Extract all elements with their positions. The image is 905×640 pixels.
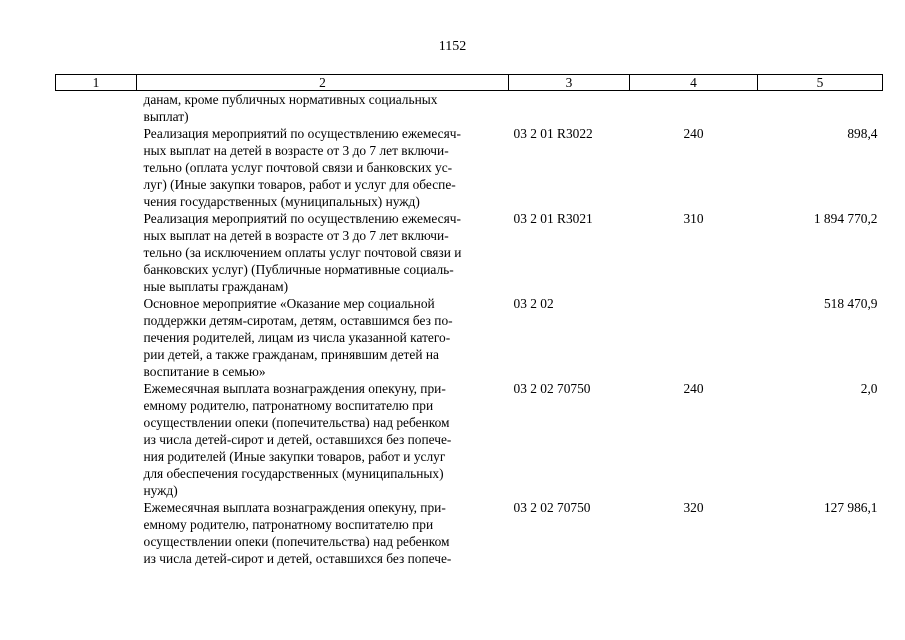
amount-cell: 898,4 — [847, 126, 878, 141]
expense-type-cell — [630, 91, 758, 126]
description-line: тельно (за исключением оплаты услуг почтовой связи и — [143, 245, 462, 260]
description-line: Ежемесячная выплата вознаграждения опекуну, при- — [143, 381, 446, 396]
row-number-cell — [56, 295, 137, 380]
description-line: ные выплаты гражданам) — [143, 279, 289, 294]
description-line: из числа детей-сирот и детей, оставшихся без попече- — [143, 551, 452, 566]
description-line: выплат) — [143, 109, 189, 124]
expense-type-cell: 240 — [683, 126, 704, 141]
description-line: банковских услуг) (Публичные нормативные социаль- — [143, 262, 454, 277]
target-code-cell: 03 2 01 R3021 — [513, 211, 593, 226]
description-cell — [137, 380, 509, 499]
description-line: данам, кроме публичных нормативных социальных — [143, 92, 438, 107]
row-number-cell — [56, 499, 137, 567]
row-number-cell — [56, 91, 137, 126]
target-code-cell: 03 2 01 R3022 — [513, 126, 593, 141]
target-code-cell — [509, 91, 630, 126]
table-header-row — [56, 75, 883, 91]
target-code-cell: 03 2 02 70750 — [513, 381, 591, 396]
table-row — [56, 499, 883, 567]
amount-cell: 127 986,1 — [823, 500, 878, 515]
description-line: осуществлении опеки (попечительства) над ребенком — [143, 415, 450, 430]
description-line: чения государственных (муниципальных) нужд) — [143, 194, 420, 209]
description-line: осуществлении опеки (попечительства) над ребенком — [143, 534, 450, 549]
page-number: 1152 — [438, 39, 467, 54]
row-number-cell — [56, 125, 137, 210]
column-header-3: 3 — [509, 75, 630, 91]
expense-type-cell — [630, 295, 758, 380]
table-row — [56, 91, 883, 126]
target-code-cell: 03 2 02 70750 — [513, 500, 591, 515]
column-header-5: 5 — [758, 75, 883, 91]
table-row — [56, 125, 883, 210]
amount-cell: 1 894 770,2 — [813, 211, 878, 226]
column-header-4: 4 — [630, 75, 758, 91]
description-line: тельно (оплата услуг почтовой связи и банковских ус- — [143, 160, 453, 175]
description-line: ния родителей (Иные закупки товаров, работ и услуг — [143, 449, 446, 464]
description-line: для обеспечения государственных (муниципальных) — [143, 466, 444, 481]
description-line: луг) (Иные закупки товаров, работ и услуг для обеспе- — [143, 177, 456, 192]
description-line: Реализация мероприятий по осуществлению ежемесяч- — [143, 126, 461, 141]
expense-type-cell: 320 — [683, 500, 704, 515]
table-row — [56, 210, 883, 295]
description-line: нужд) — [143, 483, 178, 498]
table-row — [56, 380, 883, 499]
expense-type-cell: 310 — [683, 211, 704, 226]
expense-type-cell: 240 — [683, 381, 704, 396]
target-code-cell: 03 2 02 — [513, 296, 554, 311]
description-line: воспитание в семью» — [143, 364, 266, 379]
amount-cell — [758, 91, 883, 126]
row-number-cell — [56, 210, 137, 295]
description-line: из числа детей-сирот и детей, оставшихся без попече- — [143, 432, 452, 447]
description-line: емному родителю, патронатному воспитателю при — [143, 517, 434, 532]
column-header-2: 2 — [137, 75, 509, 91]
description-line: поддержки детям-сиротам, детям, оставшимся без по- — [143, 313, 453, 328]
description-cell — [137, 499, 509, 567]
description-line: Ежемесячная выплата вознаграждения опекуну, при- — [143, 500, 446, 515]
amount-cell: 2,0 — [860, 381, 878, 396]
description-line: ных выплат на детей в возрасте от 3 до 7 лет включи- — [143, 143, 449, 158]
description-cell — [137, 125, 509, 210]
description-line: емному родителю, патронатному воспитателю при — [143, 398, 434, 413]
description-cell — [137, 295, 509, 380]
description-line: рии детей, а также гражданам, принявшим детей на — [143, 347, 439, 362]
description-line: ных выплат на детей в возрасте от 3 до 7 лет включи- — [143, 228, 449, 243]
description-line: Реализация мероприятий по осуществлению ежемесяч- — [143, 211, 461, 226]
budget-table — [55, 74, 883, 567]
description-line: Основное мероприятие «Оказание мер социальной — [143, 296, 435, 311]
table-row — [56, 295, 883, 380]
amount-cell: 518 470,9 — [823, 296, 878, 311]
row-number-cell — [56, 380, 137, 499]
description-line: печения родителей, лицам из числа указанной катего- — [143, 330, 451, 345]
description-cell — [137, 210, 509, 295]
column-header-1: 1 — [56, 75, 137, 91]
description-cell — [137, 91, 509, 126]
